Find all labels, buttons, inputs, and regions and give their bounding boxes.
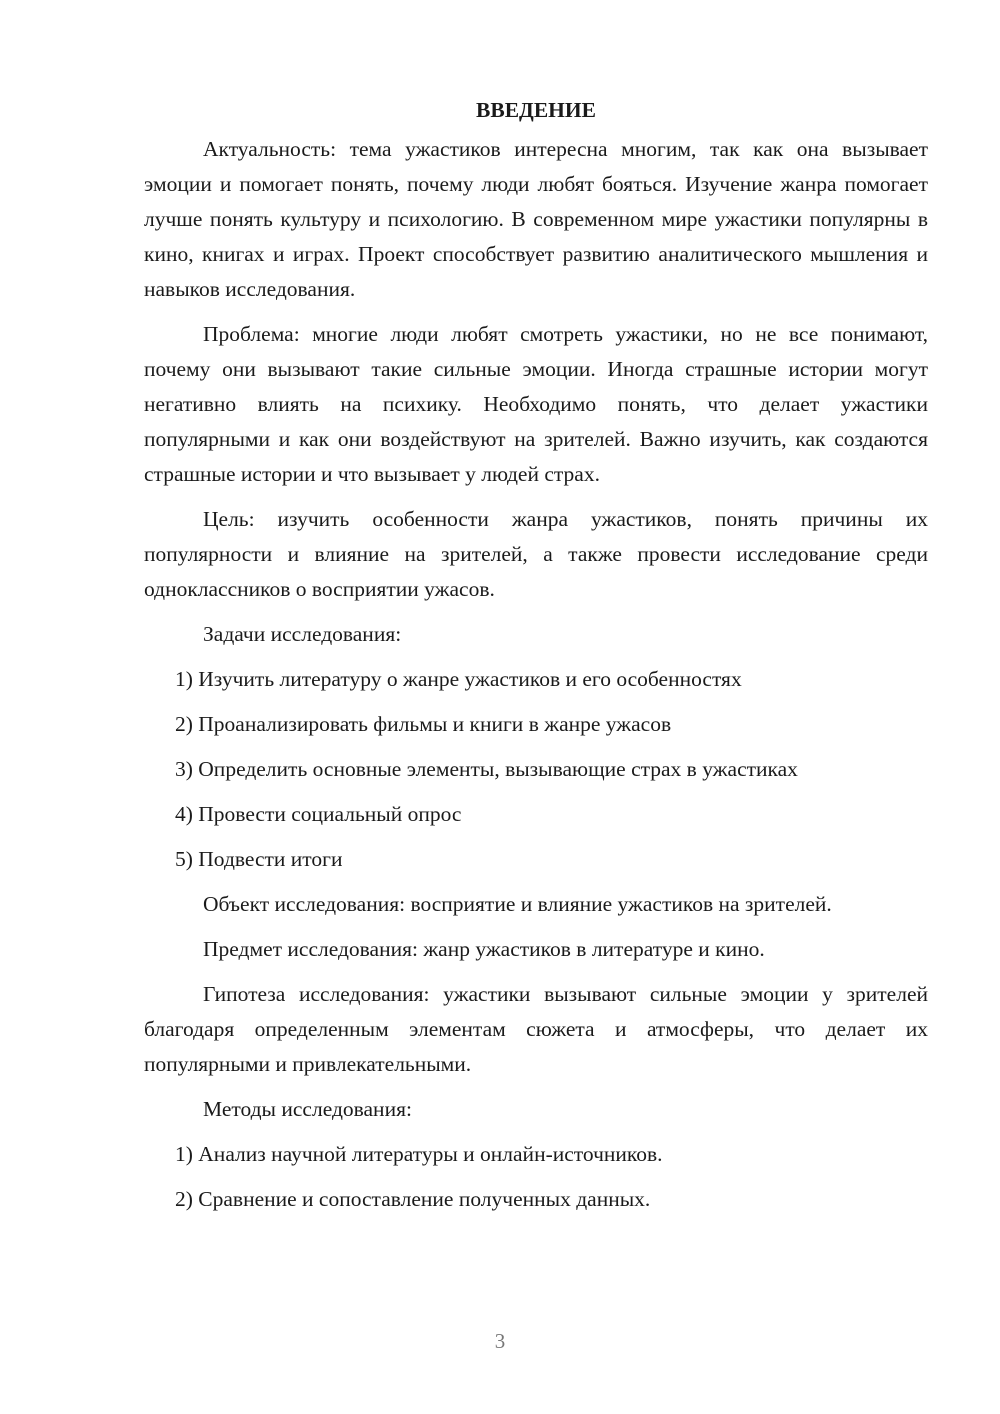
methods-heading: Методы исследования: <box>203 1097 412 1121</box>
task-item: 5) Подвести итоги <box>175 847 343 871</box>
task-item: 2) Проанализировать фильмы и книги в жанре ужасов <box>175 712 672 736</box>
method-item: 2) Сравнение и сопоставление полученных данных. <box>175 1187 651 1211</box>
goal-paragraph: Цель: изучить особенности жанра ужастиков, понять причины их популярности и влияние на зрителей, а также провести исследование среди одноклассников о восприятии ужасов. <box>144 507 928 601</box>
hypothesis-paragraph: Гипотеза исследования: ужастики вызывают сильные эмоции у зрителей благодаря определенным элементам сюжета и атмосферы, что делает их популярными и привлекательными. <box>144 982 928 1076</box>
page-number: 3 <box>494 1329 506 1353</box>
relevance-paragraph: Актуальность: тема ужастиков интересна многим, так как она вызывает эмоции и помогает понять, почему люди любят бояться. Изучение жанра помогает лучше понять культуру и психологию. В современном мире ужастики популярны в кино, книгах и играх. Проект способствует развитию аналитического мышления и навыков исследования. <box>144 137 928 301</box>
subject-paragraph: Предмет исследования: жанр ужастиков в литературе и кино. <box>203 937 765 961</box>
section-title: ВВЕДЕНИЕ <box>476 98 596 122</box>
problem-paragraph: Проблема: многие люди любят смотреть ужастики, но не все понимают, почему они вызывают такие сильные эмоции. Иногда страшные истории могут негативно влиять на психику. Необходимо понять, что делает ужастики популярными и как они воздействуют на зрителей. Важно изучить, как создаются страшные истории и что вызывает у людей страх. <box>144 322 928 486</box>
object-paragraph: Объект исследования: восприятие и влияние ужастиков на зрителей. <box>203 892 832 916</box>
page-content <box>144 93 928 1227</box>
method-item: 1) Анализ научной литературы и онлайн-источников. <box>175 1142 663 1166</box>
task-item: 1) Изучить литературу о жанре ужастиков и его особенностях <box>175 667 742 691</box>
task-item: 4) Провести социальный опрос <box>175 802 462 826</box>
tasks-heading: Задачи исследования: <box>203 622 402 646</box>
task-item: 3) Определить основные элементы, вызывающие страх в ужастиках <box>175 757 798 781</box>
